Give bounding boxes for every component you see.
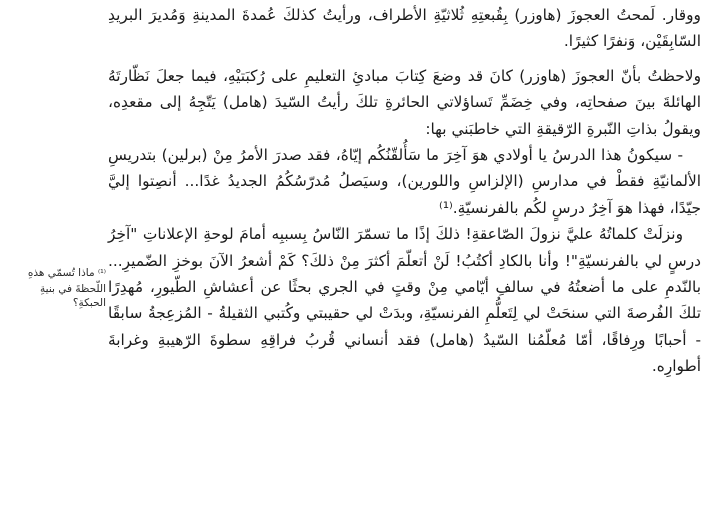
margin-note-marker: ⁽¹⁾ <box>97 269 106 279</box>
main-text-block <box>108 2 701 380</box>
paragraph-2: ولاحظتُ بأنّ العجوزَ (هاوزر) كانَ قد وضعَ كِتابَ مبادئِ التعليمِ على رُكبَتيْهِ، فيما جعلَ نَظّارتَهُ الهائلةَ بينَ صفحاتِه، وفي خِضَمِّ تَساؤلاتي الحائرةِ تلكَ رأيتُ السّيدَ (هامل) يَتّجِهُ إلى مقعدِه، ويقولُ بذاتِ النّبرةِ الرّقيقةِ التي خاطبَني بها: <box>108 66 701 138</box>
paragraph-1: ووقار. لَمحتُ العجوزَ (هاوزر) بِقُبعتِهِ ثُلاثيّةِ الأطراف، ورأيتُ كذلكَ عُمدةَ المدينةِ وَمُديرَ البريدِ السّابِقَيْن، وَنفرًا كثيرًا. <box>108 6 701 51</box>
margin-note-text: ماذا تُسمّي هذهِ اللّحظةَ في بنيةِ الحبكةِ؟ <box>27 267 106 309</box>
paragraph-4: ونزلَتْ كلماتُهُ عليَّ نزولَ الصّاعقةِ! ذلكَ إذًا ما تسمّرَ النّاسُ بِسببِه أمامَ لوحةِ الإعلاناتِ "آخِرُ درسٍ لي بالفرنسيّةِ"! وأنا بالكادِ أكتُبُ! لَنْ أتعلّمَ أكثرَ مِنْ ذلكَ؟ كَمْ أشعرُ الآنَ بوخزِ الضّميرِ... بالنّدمِ على ما أضعتُهُ في سالفِ أيّامي مِنْ وقتٍ في الجري بحثًا عن أعشاشِ الطّيورِ، مُهدِرًا تلكَ الفُرصةَ التي سنحَتْ لي لِتَعلُّمِ الفرنسيّةِ، وبدَتْ لي حقيبتي وكُتبي الثقيلةُ - المُزعِجةُ سابقًا - أحبابًا ورِفاقًا، أمّا مُعلّمُنا السّيدُ (هامل) فقد أنساني قُربُ فراقِهِ سطوةَ الرّهيبةِ وغرابةَ أطوارِه. <box>108 225 701 376</box>
margin-note <box>6 266 106 311</box>
paragraph-3-dialogue: - سيكونُ هذا الدرسُ يا أولادي هوَ آخِرَ ما سَأُلقّنُكُم إيّاهُ، فقد صدرَ الأمرُ مِنْ (برلين) بتدريسِ الألمانيّةِ فقطْ في مدارسِ (الإلزاسِ واللورين)، وسيَصلُ مُدرّسُكُمُ الجديدُ غدًا... أنصِتوا إليَّ جيّدًا، فهذا هوَ آخِرُ درسٍ لكُم بالفرنسيّةِ.⁽¹⁾ <box>108 146 701 217</box>
